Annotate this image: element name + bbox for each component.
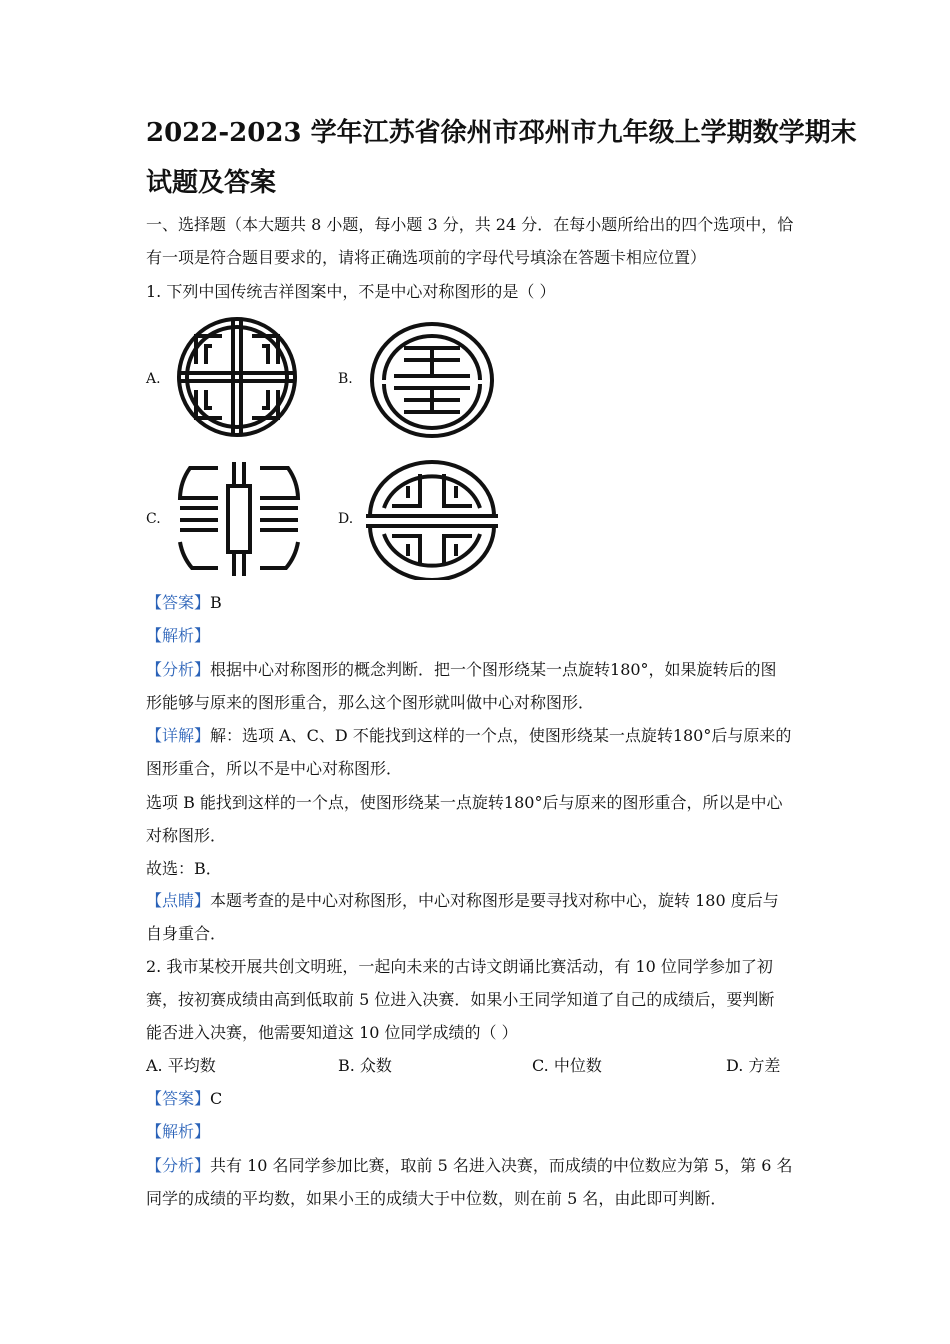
pattern-b-figure xyxy=(364,318,500,438)
option-b-label: B. xyxy=(338,371,353,387)
q1-dianjing-line1 xyxy=(146,890,779,912)
q1-fenxi-line1 xyxy=(146,659,777,681)
q2-choice-b: B. 众数 xyxy=(338,1056,392,1075)
option-c-label: C. xyxy=(146,511,161,527)
section-instructions-line2: 有一项是符合题目要求的，请将正确选项前的字母代号填涂在答题卡相应位置） xyxy=(146,248,707,267)
q1-guxuan: 故选：B． xyxy=(146,859,222,878)
xiangjie-tag: 【详解】 xyxy=(146,726,211,745)
pattern-a-figure xyxy=(172,316,302,438)
answer-value: B xyxy=(210,593,222,612)
q2-fenxi-line2: 同学的成绩的平均数，如果小王的成绩大于中位数，则在前 5 名，由此即可判断． xyxy=(146,1189,727,1208)
option-a-label: A. xyxy=(146,371,161,387)
q2-choice-d: D. 方差 xyxy=(726,1056,781,1075)
question-2-stem-line3: 能否进入决赛，他需要知道这 10 位同学成绩的（ ） xyxy=(146,1023,518,1042)
question-1-stem: 1. 下列中国传统吉祥图案中，不是中心对称图形的是（ ） xyxy=(146,282,556,301)
answer-tag: 【答案】 xyxy=(146,593,211,612)
question-2-stem-line2: 赛，按初赛成绩由高到低取前 5 位进入决赛．如果小王同学知道了自己的成绩后，要判断 xyxy=(146,990,775,1009)
document-title-line2: 试题及答案 xyxy=(146,168,277,198)
option-d-label: D. xyxy=(338,511,354,527)
pattern-c-figure xyxy=(172,458,306,580)
q1-answer xyxy=(146,592,222,614)
section-instructions-line1: 一、选择题（本大题共 8 小题，每小题 3 分，共 24 分．在每小题所给出的四个选项中，恰 xyxy=(146,215,794,234)
fenxi-text: 共有 10 名同学参加比赛，取前 5 名进入决赛，而成绩的中位数应为第 5，第 6 名 xyxy=(210,1156,793,1175)
fenxi-tag: 【分析】 xyxy=(146,1156,211,1175)
q1-xiangjie-line4: 对称图形． xyxy=(146,826,227,845)
q2-analysis-tag: 【解析】 xyxy=(146,1122,211,1141)
fenxi-text: 根据中心对称图形的概念判断．把一个图形绕某一点旋转180°，如果旋转后的图 xyxy=(210,660,777,679)
answer-value: C xyxy=(210,1089,223,1108)
q2-answer xyxy=(146,1088,222,1110)
q1-analysis-tag: 【解析】 xyxy=(146,626,211,645)
answer-tag: 【答案】 xyxy=(146,1089,211,1108)
dianjing-tag: 【点睛】 xyxy=(146,891,211,910)
q2-choice-a: A. 平均数 xyxy=(146,1056,216,1075)
q1-xiangjie-line3: 选项 B 能找到这样的一个点，使图形绕某一点旋转180°后与原来的图形重合，所以是中心 xyxy=(146,793,783,812)
q2-fenxi-line1 xyxy=(146,1155,793,1177)
pattern-d-figure xyxy=(362,460,502,580)
q2-choice-c: C. 中位数 xyxy=(532,1056,602,1075)
document-title-line1: 2022-2023 学年江苏省徐州市邳州市九年级上学期数学期末 xyxy=(146,118,857,148)
dianjing-text: 本题考查的是中心对称图形，中心对称图形是要寻找对称中心，旋转 180 度后与 xyxy=(210,891,779,910)
fenxi-tag: 【分析】 xyxy=(146,660,211,679)
q1-dianjing-line2: 自身重合． xyxy=(146,924,227,943)
q1-xiangjie-line2: 图形重合，所以不是中心对称图形． xyxy=(146,759,403,778)
q1-xiangjie-line1 xyxy=(146,725,791,747)
q1-fenxi-line2: 形能够与原来的图形重合，那么这个图形就叫做中心对称图形． xyxy=(146,693,595,712)
question-2-stem-line1: 2. 我市某校开展共创文明班，一起向未来的古诗文朗诵比赛活动，有 10 位同学参加了初 xyxy=(146,957,773,976)
xiangjie-text: 解：选项 A、C、D 不能找到这样的一个点，使图形绕某一点旋转180°后与原来的 xyxy=(210,726,792,745)
